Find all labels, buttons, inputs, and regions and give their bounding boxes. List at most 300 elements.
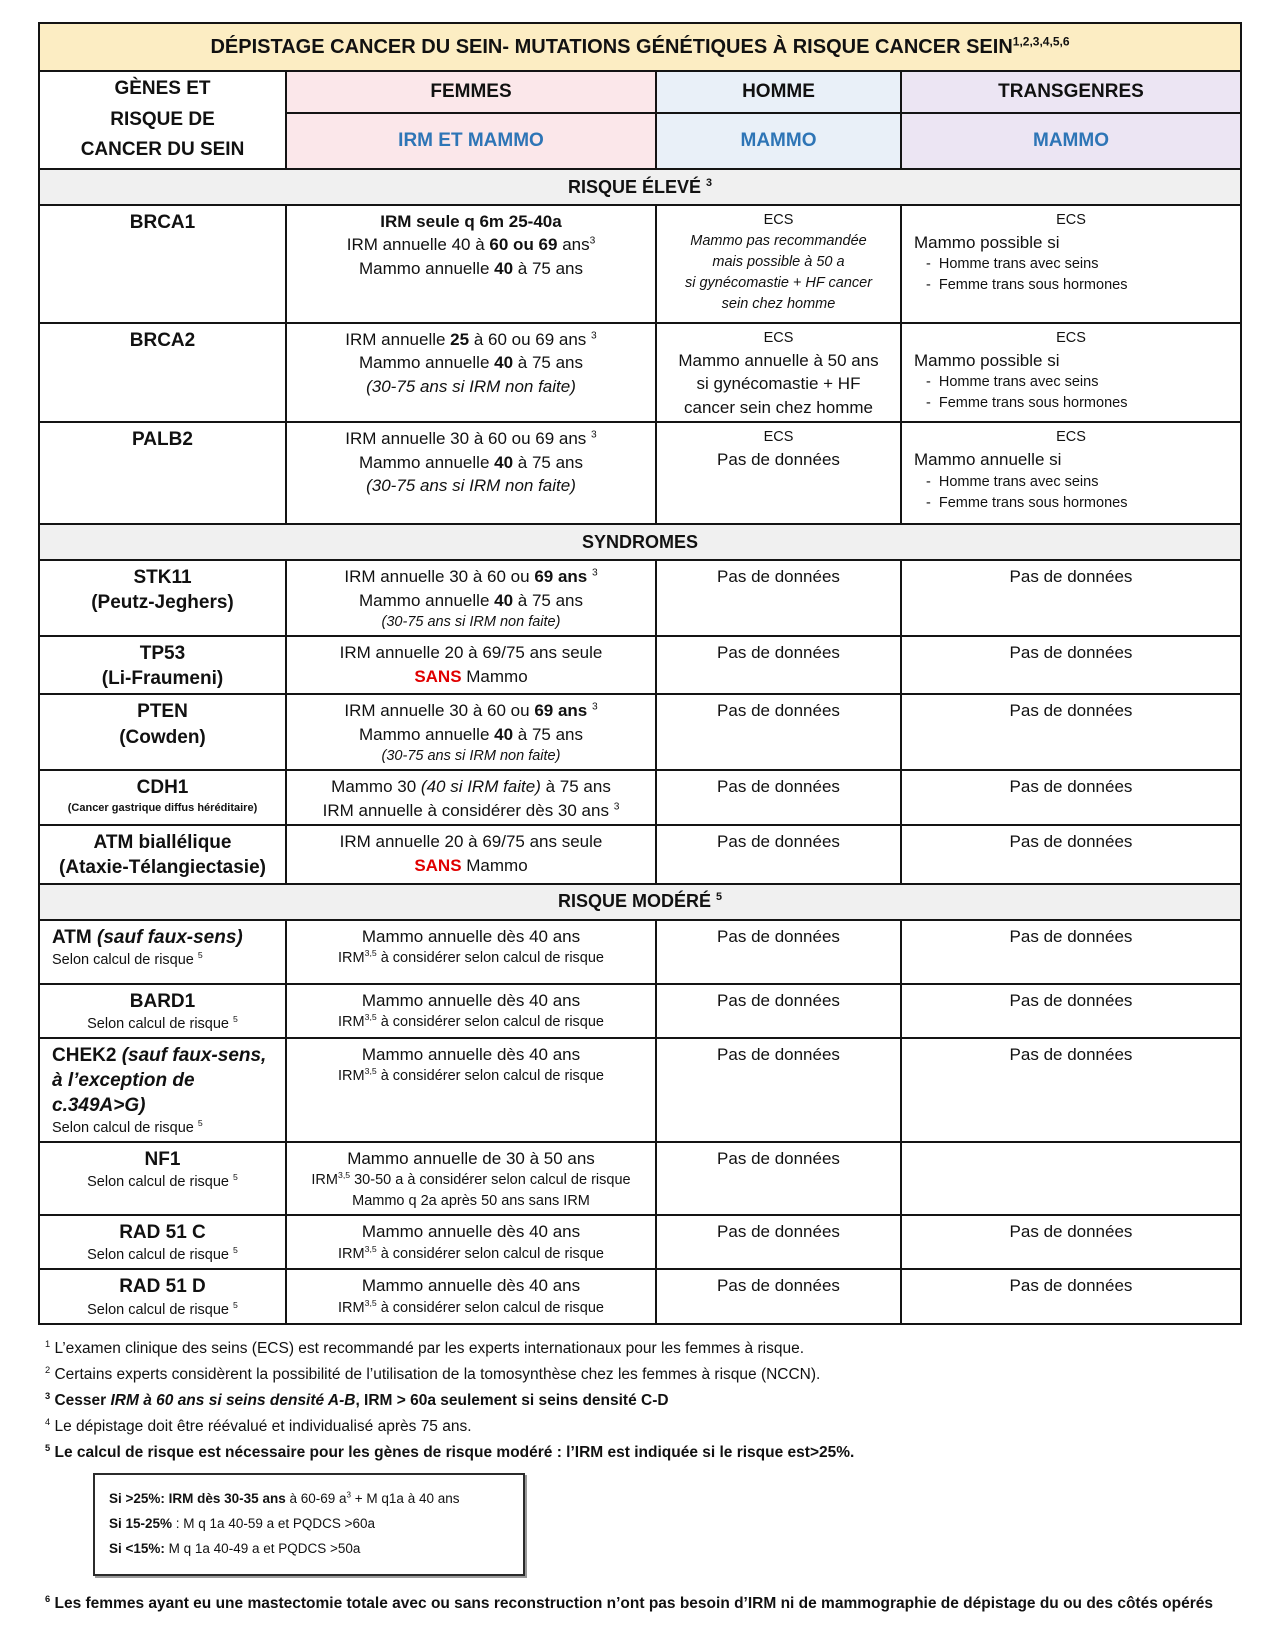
cell-line [663,989,894,1012]
text-segment: Certains experts considèrent la possibilité de l’utilisation de la tomosynthèse chez les femmes à risque (NCCN). [50,1365,821,1383]
text-segment: à 75 ans [513,724,583,744]
femmes-cell [286,636,656,694]
femmes-cell [286,422,656,524]
cell-line [293,1170,649,1191]
cell-line [908,699,1234,722]
gene-header-line: CANCER DU SEIN [80,139,245,161]
transgenres-cell [901,920,1241,984]
gene-row-rad51d [39,1269,1241,1323]
text-segment: Pas de données [717,990,840,1010]
cell-line [109,1512,509,1537]
transgenres-cell [901,694,1241,770]
gene-cell [39,1142,286,1215]
text-segment: IRM annuelle 40 à [346,235,490,255]
cell-line [293,641,649,664]
column-header-homme: HOMME [656,71,901,113]
text-segment: ECS [1056,429,1086,446]
gene-row-pten [39,694,1241,770]
text-segment: STK11 [133,567,192,589]
cell-line [293,1066,649,1087]
text-segment: Mammo annuelle dès 40 ans [361,1276,581,1296]
cell-line [908,925,1234,948]
text-segment: SANS [414,666,462,686]
homme-cell [656,694,901,770]
text-segment: Pas de données [717,1222,840,1242]
gene-cell [39,636,286,694]
text-segment: 5 [233,1245,238,1256]
text-segment: Mammo [461,855,528,875]
cell-line [46,725,279,750]
cell-line [293,1043,649,1066]
text-segment: 30-50 a à considérer selon calcul de risque [350,1172,631,1189]
cell-line [46,1274,279,1299]
cell-line [908,427,1234,448]
text-segment: DÉPISTAGE CANCER DU SEIN- MUTATIONS GÉNÉTIQUES À RISQUE CANCER SEIN [210,35,1013,58]
cell-line [46,699,279,724]
cell-line [293,799,649,822]
text-segment: 3 [591,429,597,441]
text-segment: Mammo q 2a après 50 ans sans IRM [352,1193,590,1210]
text-segment: 5 [45,1442,51,1453]
transgenres-cell [901,205,1241,323]
cell-line [46,1118,279,1139]
femmes-cell [286,1038,656,1142]
cell-line [293,1274,649,1297]
section-band-risque-eleve [39,169,1241,205]
cell-line [293,375,649,398]
cell-line [908,830,1234,853]
cell-line [663,372,894,395]
homme-cell [656,920,901,984]
gene-cell [39,694,286,770]
text-segment: Mammo annuelle [359,258,495,278]
text-segment: - Femme trans sous hormones [926,395,1128,412]
homme-cell [656,1269,901,1323]
text-segment: à 60 ou 69 ans [469,330,592,349]
homme-cell [656,825,901,883]
text-segment: BARD1 [129,990,196,1012]
text-segment: IRM annuelle 30 à 60 ou 69 ans [345,429,592,449]
section-band-label [39,884,1241,920]
text-segment: Les femmes ayant eu une mastectomie totale avec ou sans reconstruction n’ont pas besoin d’IRM ni de mammographie de dépistage du ou des côtés opérés [50,1594,1213,1612]
cell-line [908,210,1234,231]
text-segment: 3 [346,1490,352,1500]
cell-line [663,328,894,349]
text-segment: 40 [494,590,514,610]
text-segment: 3,5 [364,1243,377,1254]
footnote-4 [45,1415,1230,1439]
cell-line [663,775,894,798]
text-segment: IRM [338,1245,365,1262]
text-segment: (30-75 ans si IRM non faite) [366,476,576,496]
text-segment: Mammo annuelle dès 40 ans [361,1044,581,1064]
homme-cell [656,422,901,524]
footnotes-section [45,1337,1230,1616]
text-segment: Mammo annuelle dès 40 ans [361,990,581,1010]
gene-row-atm-biallelique [39,825,1241,883]
cell-line [293,1147,649,1170]
section-band-risque-modere [39,884,1241,920]
homme-cell [656,205,901,323]
gene-row-tp53 [39,636,1241,694]
text-segment: Selon calcul de risque [87,1015,234,1032]
cell-line [663,210,894,231]
footnote-5 [45,1441,1230,1465]
text-segment: 60 ou 69 [489,235,558,255]
cell-line [46,950,279,971]
text-segment: Pas de données [1009,832,1133,852]
text-segment: RAD 51 C [119,1222,206,1244]
text-segment: : M q 1a 40-59 a et PQDCS >60a [172,1515,376,1531]
cell-line [46,210,279,235]
text-segment: 5 [233,1172,238,1183]
cell-line [46,1172,279,1193]
text-segment: ECS [763,212,794,228]
cell-line [293,474,649,497]
text-segment: + M q1a à 40 ans [351,1490,460,1506]
text-segment: 3 [45,1390,51,1401]
text-segment: SYNDROMES [581,531,698,552]
gene-header-line: RISQUE DE [110,108,215,130]
gene-header-line: GÈNES ET [114,78,211,100]
cell-line [663,699,894,722]
cell-line [46,925,279,950]
text-segment: CDH1 [136,777,189,799]
gene-row-cdh1 [39,770,1241,825]
cell-line [663,1220,894,1243]
text-segment: Pas de données [1009,643,1133,663]
text-segment: M q 1a 40-49 a et PQDCS >50a [164,1540,361,1556]
cell-line [908,641,1234,664]
cell-line [293,612,649,633]
text-segment: Si <15%: [109,1540,165,1556]
text-segment: L’examen clinique des seins (ECS) est recommandé par les experts internationaux pour les femmes à risque. [50,1339,805,1357]
text-segment: 6 [45,1593,51,1604]
cell-line [663,641,894,664]
cell-line [663,1274,894,1297]
gene-row-stk11 [39,560,1241,636]
text-segment: Le calcul de risque est nécessaire pour les gènes de risque modéré : l’IRM est indiquée si le risque est>25%. [50,1443,855,1461]
cell-line [46,565,279,590]
cell-line [46,427,279,452]
text-segment: IRM à 60 ans si seins densité A-B [110,1391,356,1409]
cell-line [663,396,894,419]
text-segment: - Homme trans avec seins [926,473,1099,490]
cell-line [908,493,1234,514]
cell-line [293,775,649,798]
text-segment: à considérer selon calcul de risque [376,1013,604,1030]
gene-row-atm [39,920,1241,984]
cell-line [293,328,649,351]
section-band-syndromes [39,524,1241,560]
text-segment: Le dépistage doit être réévalué et individualisé après 75 ans. [50,1417,472,1435]
column-header-genes [39,71,286,169]
text-segment: IRM [338,1299,365,1316]
cell-line [908,775,1234,798]
femmes-cell [286,694,656,770]
cell-line [908,1220,1234,1243]
cell-line [908,275,1234,296]
text-segment: 69 ans [534,701,588,721]
text-segment: IRM [338,1068,365,1085]
text-segment: cancer sein chez homme [684,397,873,417]
cell-line [293,1012,649,1033]
text-segment: ECS [1056,212,1086,228]
cell-line [293,989,649,1012]
text-segment: Mammo annuelle de 30 à 50 ans [347,1148,595,1168]
subheader-homme-modality: MAMMO [656,113,901,169]
text-segment: (40 si IRM faite) [420,777,541,797]
text-segment: Mammo possible si [914,351,1060,371]
text-segment: à 60-69 a [285,1490,347,1506]
text-segment: ATM biallélique [93,832,232,854]
homme-cell [656,1215,901,1269]
gene-row-chek2 [39,1038,1241,1142]
text-segment: Mammo annuelle [359,452,495,472]
cell-line [46,1300,279,1321]
gene-cell [39,825,286,883]
transgenres-cell [901,323,1241,422]
text-segment: RISQUE ÉLEVÉ [567,176,707,197]
text-segment: Mammo annuelle [359,353,495,373]
text-segment: ATM [52,926,98,948]
column-header-transgenres: TRANSGENRES [901,71,1241,113]
cell-line [663,830,894,853]
homme-cell [656,770,901,825]
section-band-label [39,524,1241,560]
cell-line [293,1244,649,1265]
text-segment: à considérer selon calcul de risque [376,1068,604,1085]
text-segment: 3 [706,176,713,189]
text-segment: 3 [591,701,598,713]
transgenres-cell [901,636,1241,694]
cell-line [908,565,1234,588]
text-segment: Mammo possible si [914,233,1060,253]
subheader-femmes-modality: IRM ET MAMMO [286,113,656,169]
text-segment: 5 [716,891,723,904]
text-segment: Mammo annuelle [359,590,495,610]
cell-line [293,427,649,450]
gene-cell [39,323,286,422]
gene-row-brca1 [39,205,1241,323]
text-segment: Pas de données [1009,567,1133,587]
cell-line [293,925,649,948]
cell-line [908,328,1234,349]
text-segment: IRM annuelle 30 à 60 ou [344,567,535,587]
text-segment: IRM [338,949,365,966]
text-segment: (30-75 ans si IRM non faite) [381,614,561,631]
femmes-cell [286,984,656,1038]
femmes-cell [286,205,656,323]
cell-line [293,233,649,256]
text-segment: 40 [494,258,514,278]
text-segment: Pas de données [717,1148,840,1168]
text-segment: (Ataxie-Télangiectasie) [59,857,266,879]
cell-line [46,989,279,1014]
gene-cell [39,920,286,984]
text-segment: IRM annuelle à considérer dès 30 ans [322,800,614,820]
text-segment: à l’exception de c.349A>G) [52,1069,195,1116]
cell-line [46,1245,279,1266]
text-segment: Si 15-25% [109,1515,173,1531]
femmes-cell [286,825,656,883]
gene-cell [39,1038,286,1142]
text-segment: IRM [338,1013,365,1030]
transgenres-cell [901,1142,1241,1215]
text-segment: à considérer selon calcul de risque [376,1299,604,1316]
gene-cell [39,205,286,323]
footnote-2 [45,1363,1230,1387]
gene-row-nf1 [39,1142,1241,1215]
femmes-cell [286,560,656,636]
text-segment: Mammo annuelle dès 40 ans [361,926,581,946]
text-segment: BRCA2 [129,330,196,351]
text-segment: Cesser [50,1391,111,1409]
text-segment: 2 [45,1364,51,1375]
text-segment: si gynécomastie + HF cancer [684,275,873,292]
cell-line [293,257,649,280]
text-segment: (Cancer gastrique diffus héréditaire) [67,801,258,814]
gene-row-brca2 [39,323,1241,422]
cell-line [46,855,279,880]
text-segment: (Cowden) [119,726,206,748]
text-segment: TP53 [139,643,186,665]
text-segment: Pas de données [717,832,840,852]
text-segment: (Peutz-Jeghers) [91,592,234,614]
text-segment: 69 ans [534,567,588,587]
text-segment: NF1 [144,1148,181,1170]
cell-line [293,589,649,612]
text-segment: 5 [197,949,203,960]
text-segment: IRM annuelle 20 à 69/75 ans seule [339,643,603,663]
cell-line [46,666,279,691]
cell-line [293,1220,649,1243]
text-segment: 40 [494,724,514,744]
text-segment: Pas de données [717,1044,840,1064]
table-title [39,23,1241,71]
text-segment: Pas de données [717,643,840,663]
text-segment: si gynécomastie + HF [696,374,861,394]
text-segment: Pas de données [717,926,840,946]
text-segment: 3,5 [364,1066,377,1077]
cell-line [663,1043,894,1066]
cell-line [46,801,279,816]
text-segment: sein chez homme [721,296,836,313]
screening-table [38,22,1242,1325]
footnote-1 [45,1337,1230,1361]
cell-line [293,948,649,969]
homme-cell [656,1142,901,1215]
text-segment: RISQUE MODÉRÉ [557,891,716,912]
cell-line [109,1537,509,1562]
femmes-cell [286,920,656,984]
text-segment: Pas de données [717,701,840,721]
cell-line [293,565,649,588]
header-row [39,71,1241,113]
text-segment: - Femme trans sous hormones [926,277,1128,294]
text-segment: Pas de données [1009,1276,1133,1296]
text-segment: à 75 ans [540,777,611,797]
text-segment: Mammo annuelle dès 40 ans [361,1222,581,1242]
text-segment: Pas de données [1009,701,1133,721]
text-segment: Selon calcul de risque [87,1173,234,1190]
text-segment: IRM annuelle 30 à 60 ou [344,701,535,721]
text-segment: 5 [233,1013,238,1024]
text-segment: à 75 ans [513,353,583,373]
text-segment: (sauf faux-sens) [97,926,243,948]
text-segment: Mammo annuelle si [914,450,1062,470]
text-segment: Mammo annuelle à 50 ans [678,351,879,371]
cell-line [46,1068,279,1118]
cell-line [663,427,894,448]
text-segment: mais possible à 50 a [712,254,845,271]
cell-line [908,349,1234,372]
cell-line [293,210,649,233]
cell-line [293,351,649,374]
cell-line [46,775,279,800]
text-segment: Pas de données [1009,777,1133,797]
cell-line [293,854,649,877]
homme-cell [656,636,901,694]
cell-line [908,1274,1234,1297]
text-segment: 1 [45,1338,51,1349]
text-segment: à considérer selon calcul de risque [376,949,604,966]
text-segment: PALB2 [132,429,193,451]
text-segment: Pas de données [1009,926,1133,946]
text-segment: BRCA1 [129,212,196,233]
text-segment: 3 [591,567,598,579]
text-segment: IRM dès 30-35 ans [164,1490,286,1506]
cell-line [293,451,649,474]
transgenres-cell [901,560,1241,636]
cell-line [293,746,649,767]
gene-cell [39,770,286,825]
gene-row-rad51c [39,1215,1241,1269]
text-segment: IRM seule q 6m 25-40a [380,212,562,231]
text-segment: Mammo pas recommandée [690,233,867,250]
text-segment: ECS [763,429,794,446]
cell-line [46,830,279,855]
cell-line [908,989,1234,1012]
text-segment: Mammo [461,666,528,686]
homme-cell [656,1038,901,1142]
cell-line [908,1043,1234,1066]
cell-line [293,665,649,688]
text-segment: 25 [450,330,470,349]
risk-criteria-box [93,1473,525,1576]
text-segment: CHEK2 [52,1044,122,1066]
cell-line [46,641,279,666]
text-segment: à 75 ans [513,452,583,472]
text-segment: Selon calcul de risque [52,951,198,968]
cell-line [908,231,1234,254]
gene-cell [39,984,286,1038]
cell-line [293,699,649,722]
cell-line [663,252,894,273]
femmes-cell [286,770,656,825]
gene-row-bard1 [39,984,1241,1038]
text-segment: - Homme trans avec seins [926,256,1099,273]
text-segment: - Femme trans sous hormones [926,494,1128,511]
cell-line [109,1487,509,1512]
text-segment: SANS [414,855,462,875]
text-segment: Si >25%: [109,1490,165,1506]
cell-line [663,1147,894,1170]
cell-line [293,1191,649,1212]
cell-line [46,1014,279,1035]
cell-line [663,925,894,948]
text-segment: Pas de données [717,777,840,797]
